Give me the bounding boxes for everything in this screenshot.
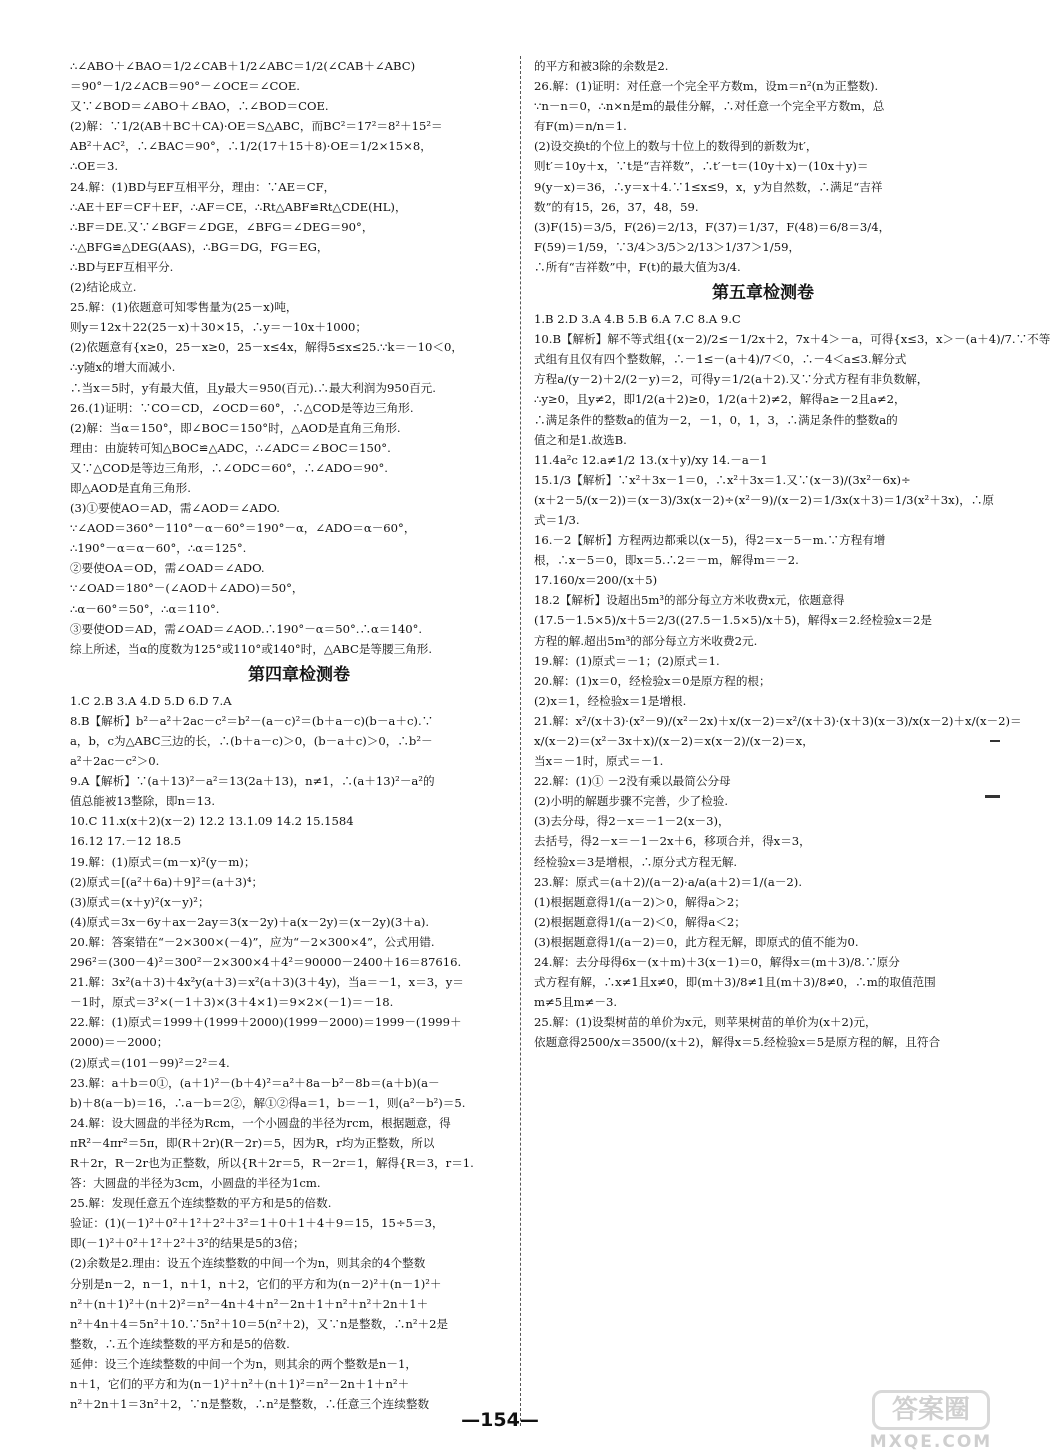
answer-line: 答：大圆盘的半径为3cm，小圆盘的半径为1cm. — [70, 1176, 321, 1191]
right-answer-block-1 — [534, 56, 992, 277]
answer-line: (3)原式＝(x＋y)²(x－y)²； — [70, 894, 210, 909]
answer-line: 当x＝－1时，原式＝－1. — [534, 754, 664, 769]
answer-line: 的平方和被3除的余数是2. — [534, 59, 669, 73]
answer-line: 式＝1/3. — [534, 512, 580, 527]
answer-line: ∴满足条件的整数a的值为－2，－1，0，1，3，∴满足条件的整数a的 — [534, 412, 898, 427]
right-answer-block-2 — [534, 309, 1050, 1052]
answer-line: 19.解：(1)原式＝－1；(2)原式＝1. — [534, 653, 720, 668]
answer-line: 去括号，得2－x＝－1－2x＋6，移项合并，得x＝3， — [534, 834, 811, 849]
answer-line: 8.B【解析】b²－a²＋2ac－c²＝b²－(a－c)²＝(b＋a－c)(b－a＋c).∵ — [70, 713, 434, 728]
answer-line: 22.解：(1)原式＝1999＋(1999＋2000)(1999－2000)＝1999－(1999＋ — [70, 1015, 462, 1030]
watermark-logo — [866, 1390, 996, 1452]
chapter4-heading: 第四章检测卷 — [248, 664, 350, 685]
answer-line: n²＋(n＋1)²＋(n＋2)²＝n²－4n＋4＋n²－2n＋1＋n²＋n²＋2n＋1＋ — [70, 1296, 429, 1311]
answer-line: F(59)＝1/59，∵3/4＞3/5＞2/13＞1/37＞1/59， — [534, 239, 801, 254]
answer-line: πR²－4πr²＝5π，即(R＋2r)(R－2r)＝5，因为R，r均为正整数，所以 — [70, 1135, 435, 1150]
answer-line: ∴AE＋EF＝CF＋EF，∴AF＝CE，∴Rt△ABF≌Rt△CDE(HL)， — [70, 199, 407, 214]
answer-line: 16.12 17.－12 18.5 — [70, 834, 182, 849]
answer-line: 10.C 11.x(x＋2)(x－2) 12.2 13.1.09 14.2 15.1584 — [70, 814, 354, 829]
answer-line: (1)根据题意得1/(a－2)＞0，解得a＞2； — [534, 894, 746, 909]
answer-line: 方程的解.超出5m³的部分每立方米收费2元. — [534, 633, 758, 648]
answer-line: m≠5且m≠－3. — [534, 995, 618, 1010]
answer-line: 数”的有15，26，37，48，59. — [534, 199, 699, 214]
answer-line: 24.解：去分母得6x－(x＋m)＋3(x－1)＝0，解得x＝(m＋3)/8.∵原分 — [534, 955, 900, 970]
answer-line: 25.解：(1)设梨树苗的单价为x元，则苹果树苗的单价为(x＋2)元， — [534, 1015, 877, 1030]
answer-line: 经检验x＝3是增根，∴原分式方程无解. — [534, 854, 738, 869]
answer-line: 15.1/3【解析】∵x²＋3x－1＝0，∴x²＋3x＝1.又∵(x－3)/(3x²－6x)÷ — [534, 472, 911, 487]
answer-line: ∵∠OAD＝180°－(∠AOD＋∠ADO)＝50°， — [70, 581, 304, 596]
answer-line: 根，∴x－5＝0，即x＝5.∴2＝－m，解得m＝－2. — [534, 553, 799, 568]
answer-line: (2)根据题意得1/(a－2)＜0，解得a＜2； — [534, 914, 746, 929]
answer-line: 综上所述，当α的度数为125°或110°或140°时，△ABC是等腰三角形. — [70, 641, 433, 656]
answer-line: (3)①要使AO＝AD，需∠AOD＝∠ADO. — [70, 501, 280, 516]
answer-line: (3)根据题意得1/(a－2)＝0，此方程无解，即原式的值不能为0. — [534, 934, 859, 949]
answer-line: (2)原式＝(101－99)²＝2²＝4. — [70, 1055, 230, 1070]
answer-line: 式组有且仅有四个整数解，∴－1≤－(a＋4)/7＜0，∴－4＜a≤3.解分式 — [534, 352, 907, 367]
answer-line: ∴△BFG≌△DEG(AAS)，∴BG＝DG，FG＝EG， — [70, 239, 329, 254]
answer-line: 值之和是1.故选B. — [534, 432, 627, 447]
answer-line: b)＋8(a－b)＝16，∴a－b＝2②，解①②得a＝1，b＝－1，则(a²－b²)＝5. — [70, 1095, 466, 1110]
watermark-url: MXQE.COM — [869, 1432, 993, 1452]
answer-line: (2)结论成立. — [70, 280, 137, 295]
answer-line: 式方程有解，∴x≠1且x≠0，即(m＋3)/8≠1且(m＋3)/8≠0，∴m的取值范围 — [534, 975, 936, 990]
edge-mark — [990, 740, 1000, 742]
answer-line: ∴190°－α＝α－60°，∴α＝125°. — [70, 541, 247, 556]
answer-line: 25.解：(1)依题意可知零售量为(25－x)吨， — [70, 300, 298, 315]
answer-line: 9(y－x)＝36，∴y＝x＋4.∵1≤x≤9，x，y为自然数，∴满足“吉祥 — [534, 179, 883, 194]
answer-line: ∴BD与EF互相平分. — [70, 259, 174, 274]
column-divider — [520, 56, 521, 1426]
answer-line: 即(－1)²＋0²＋1²＋2²＋3²的结果是5的3倍； — [70, 1236, 305, 1251]
page-number: —154— — [461, 1409, 539, 1431]
answer-line: 26.解：(1)证明：对任意一个完全平方数m，设m＝n²(n为正整数). — [534, 79, 879, 94]
answer-line: (2)依题意有{x≥0，25－x≥0，25－x≤4x，解得5≤x≤25.∵k＝－10＜0， — [70, 340, 463, 355]
answer-line: ∵∠AOD＝360°－110°－α－60°＝190°－α，∠ADO＝α－60°， — [70, 521, 416, 536]
answer-line: ∴∠ABO＋∠BAO＝1/2∠CAB＋1/2∠ABC＝1/2(∠CAB＋∠ABC) — [70, 59, 416, 73]
answer-line: 9.A【解析】∵(a＋13)²－a²＝13(2a＋13)，n≠1，∴(a＋13)²－a²的 — [70, 774, 435, 789]
answer-line: 有F(m)＝n/n＝1. — [534, 119, 627, 134]
answer-line: 20.解：答案错在“－2×300×(－4)”，应为“－2×300×4”，公式用错. — [70, 934, 435, 949]
answer-line: 又∵∠BOD＝∠ABO＋∠BAO，∴∠BOD＝COE. — [70, 99, 329, 114]
answer-line: (2)余数是2.理由：设五个连续整数的中间一个为n，则其余的4个整数 — [70, 1256, 426, 1271]
answer-line: (2)解：当α＝150°，即∠BOC＝150°时，△AOD是直角三角形. — [70, 420, 401, 435]
answer-line: 又∵△COD是等边三角形，∴∠ODC＝60°，∴∠ADO＝90°. — [70, 460, 388, 475]
answer-line: ②要使OA＝OD，需∠OAD＝∠ADO. — [70, 561, 265, 576]
answer-line: 24.解：(1)BD与EF互相平分，理由：∵AE＝CF， — [70, 179, 336, 194]
answer-line: 24.解：设大圆盘的半径为Rcm，一个小圆盘的半径为rcm，根据题意，得 — [70, 1115, 451, 1130]
answer-line: (3)去分母，得2－x＝－1－2(x－3)， — [534, 814, 730, 829]
answer-line: 则y＝12x＋22(25－x)＋30×15，∴y＝－10x＋1000； — [70, 320, 368, 335]
answer-line: (x＋2－5/(x－2))＝(x－3)/3x(x－2)÷(x²－9)/(x－2)＝1/3x(x＋3)＝1/3(x²＋3x)，∴原 — [534, 492, 995, 507]
answer-line: ∴OE＝3. — [70, 159, 118, 174]
answer-line: ∴α－60°＝50°，∴α＝110°. — [70, 601, 220, 616]
answer-line: 分别是n－2，n－1，n＋1，n＋2，它们的平方和为(n－2)²＋(n－1)²＋ — [70, 1276, 442, 1291]
answer-line: 10.B【解析】解不等式组{(x－2)/2≤－1/2x＋2，7x＋4＞－a，可得{x≤3，x＞－(a＋4)/7.∵不等 — [534, 332, 1050, 347]
answer-line: a，b，c为△ABC三边的长，∴(b＋a－c)＞0，(b－a＋c)＞0，∴b²－ — [70, 734, 433, 748]
answer-line: 25.解：发现任意五个连续整数的平方和是5的倍数. — [70, 1196, 332, 1211]
answer-line: －1时，原式＝3²×(－1＋3)×(3＋4×1)＝9×2×(－1)＝－18. — [70, 995, 394, 1010]
answer-line: 1.C 2.B 3.A 4.D 5.D 6.D 7.A — [70, 693, 232, 708]
left-column — [70, 56, 528, 1416]
answer-line: (2)设交换t的个位上的数与十位上的数得到的新数为t′， — [534, 139, 818, 154]
watermark-title: 答案圈 — [872, 1390, 990, 1430]
answer-line: ＝90°－1/2∠ACB＝90°－∠OCE＝∠COE. — [70, 79, 300, 94]
answer-line: x/(x－2)＝(x²－3x＋x)/(x－2)＝x(x－2)/(x－2)＝x， — [534, 734, 814, 748]
answer-line: 值总能被13整除，即n＝13. — [70, 794, 216, 809]
answer-line: n＋1，它们的平方和为(n－1)²＋n²＋(n＋1)²＝n²－2n＋1＋n²＋ — [70, 1377, 410, 1391]
answer-line: 则t′＝10y＋x，∵t是“吉祥数”，∴t′－t＝(10y＋x)－(10x＋y)＝ — [534, 159, 869, 174]
answer-line: 整数，∴五个连续整数的平方和是5的倍数. — [70, 1336, 290, 1351]
answer-line: 21.解：x²/(x＋3)·(x²－9)/(x²－2x)＋x/(x－2)＝x²/(x＋3)·(x＋3)(x－3)/x(x－2)＋x/(x－2)＝ — [534, 713, 1022, 728]
edge-mark — [985, 795, 1000, 798]
answer-line: 方程a/(y－2)＋2/(2－y)＝2，可得y＝1/2(a＋2).又∵分式方程有非负数解， — [534, 372, 929, 387]
answer-line: 23.解：原式＝(a＋2)/(a－2)·a/a(a＋2)＝1/(a－2). — [534, 874, 803, 889]
answer-line: (2)x＝1，经检验x＝1是增根. — [534, 693, 687, 708]
answer-line: (2)小明的解题步骤不完善，少了检验. — [534, 794, 729, 809]
answer-line: 17.160/x＝200/(x＋5) — [534, 573, 658, 588]
chapter5-heading: 第五章检测卷 — [712, 283, 814, 304]
answer-line: 20.解：(1)x＝0，经检验x＝0是原方程的根； — [534, 673, 771, 688]
answer-line: 延伸：设三个连续整数的中间一个为n，则其余的两个整数是n－1， — [70, 1356, 417, 1371]
answer-line: R＋2r，R－2r也为正整数，所以{R＋2r＝5，R－2r＝1，解得{R＝3，r＝1. — [70, 1155, 474, 1170]
answer-line: ③要使OD＝AD，需∠OAD＝∠AOD.∴190°－α＝50°.∴α＝140°. — [70, 621, 423, 636]
answer-line: 理由：由旋转可知△BOC≌△ADC，∴∠ADC＝∠BOC＝150°. — [70, 440, 391, 455]
answer-line: ∴BF＝DE.又∵∠BGF＝∠DGE，∠BFG＝∠DEG＝90°， — [70, 219, 374, 234]
left-answer-block-1 — [70, 56, 528, 659]
answer-line: (2)解：∵1/2(AB＋BC＋CA)·OE＝S△ABC，而BC²＝17²＝8²＋15²＝ — [70, 119, 443, 134]
answer-line: AB²＋AC²，∴∠BAC＝90°，∴1/2(17＋15＋8)·OE＝1/2×15×8， — [70, 139, 432, 154]
right-column — [534, 56, 1050, 1416]
answer-line: 23.解：a＋b＝0①，(a＋1)²－(b＋4)²＝a²＋8a－b²－8b＝(a＋b)(a－ — [70, 1075, 440, 1090]
answer-line: 26.(1)证明：∵CO＝CD，∠OCD＝60°，∴△COD是等边三角形. — [70, 400, 414, 415]
answer-line: ∴当x＝5时，y有最大值，且y最大＝950(百元).∴最大利润为950百元. — [70, 380, 436, 395]
answer-line: 21.解：3x²(a＋3)＋4x²y(a＋3)＝x²(a＋3)(3＋4y)，当a＝－1，x＝3，y＝ — [70, 975, 464, 990]
answer-line: n²＋4n＋4＝5n²＋10.∵5n²＋10＝5(n²＋2)，又∵n是整数，∴n²＋2是 — [70, 1316, 449, 1331]
answer-line: 2000)＝－2000； — [70, 1035, 169, 1050]
answer-line: n²＋2n＋1＝3n²＋2，∵n是整数，∴n²是整数，∴任意三个连续整数 — [70, 1397, 430, 1412]
answer-line: 即△AOD是直角三角形. — [70, 480, 191, 495]
answer-line: (2)原式＝[(a²＋6a)＋9]²＝(a＋3)⁴； — [70, 874, 264, 889]
left-answer-block-2 — [70, 691, 528, 1414]
answer-line: 22.解：(1)① －2没有乘以最简公分母 — [534, 774, 731, 789]
answer-line: (3)F(15)＝3/5，F(26)＝2/13，F(37)＝1/37，F(48)＝6/8＝3/4， — [534, 219, 891, 234]
answer-line: ∴所有“吉祥数”中，F(t)的最大值为3/4. — [534, 259, 741, 274]
answer-line: 1.B 2.D 3.A 4.B 5.B 6.A 7.C 8.A 9.C — [534, 312, 741, 327]
answer-line: 验证：(1)(－1)²＋0²＋1²＋2²＋3²＝1＋0＋1＋4＋9＝15，15÷5＝3， — [70, 1216, 444, 1231]
answer-line: 18.2【解析】设超出5m³的部分每立方米收费x元，依题意得 — [534, 593, 845, 608]
answer-line: (4)原式＝3x－6y＋ax－2ay＝3(x－2y)＋a(x－2y)＝(x－2y)(3＋a). — [70, 914, 430, 929]
answer-line: 16.－2【解析】方程两边都乘以(x－5)，得2＝x－5－m.∵方程有增 — [534, 533, 886, 548]
answer-line: 11.4a²c 12.a≠1/2 13.(x＋y)/xy 14.－a－1 — [534, 452, 768, 467]
answer-line: 296²＝(300－4)²＝300²－2×300×4＋4²＝90000－2400＋16＝87616. — [70, 955, 462, 970]
answer-line: 依题意得2500/x＝3500/(x＋2)，解得x＝5.经检验x＝5是原方程的解，且符合 — [534, 1035, 941, 1050]
answer-line: 19.解：(1)原式＝(m－x)²(y－m)； — [70, 854, 256, 869]
answer-line: ∴y≥0，且y≠2，即1/2(a＋2)≥0，1/2(a＋2)≠2，解得a≥－2且a≠2， — [534, 392, 906, 407]
answer-line: ∴y随x的增大而减小. — [70, 360, 176, 375]
answer-line: a²＋2ac－c²＞0. — [70, 754, 160, 769]
answer-line: ∵n－n＝0，∴n×n是m的最佳分解，∴对任意一个完全平方数m，总 — [534, 99, 885, 114]
answer-line: (17.5－1.5×5)/x＋5＝2/3((27.5－1.5×5)/x＋5)，解得x＝2.经检验x＝2是 — [534, 613, 932, 628]
